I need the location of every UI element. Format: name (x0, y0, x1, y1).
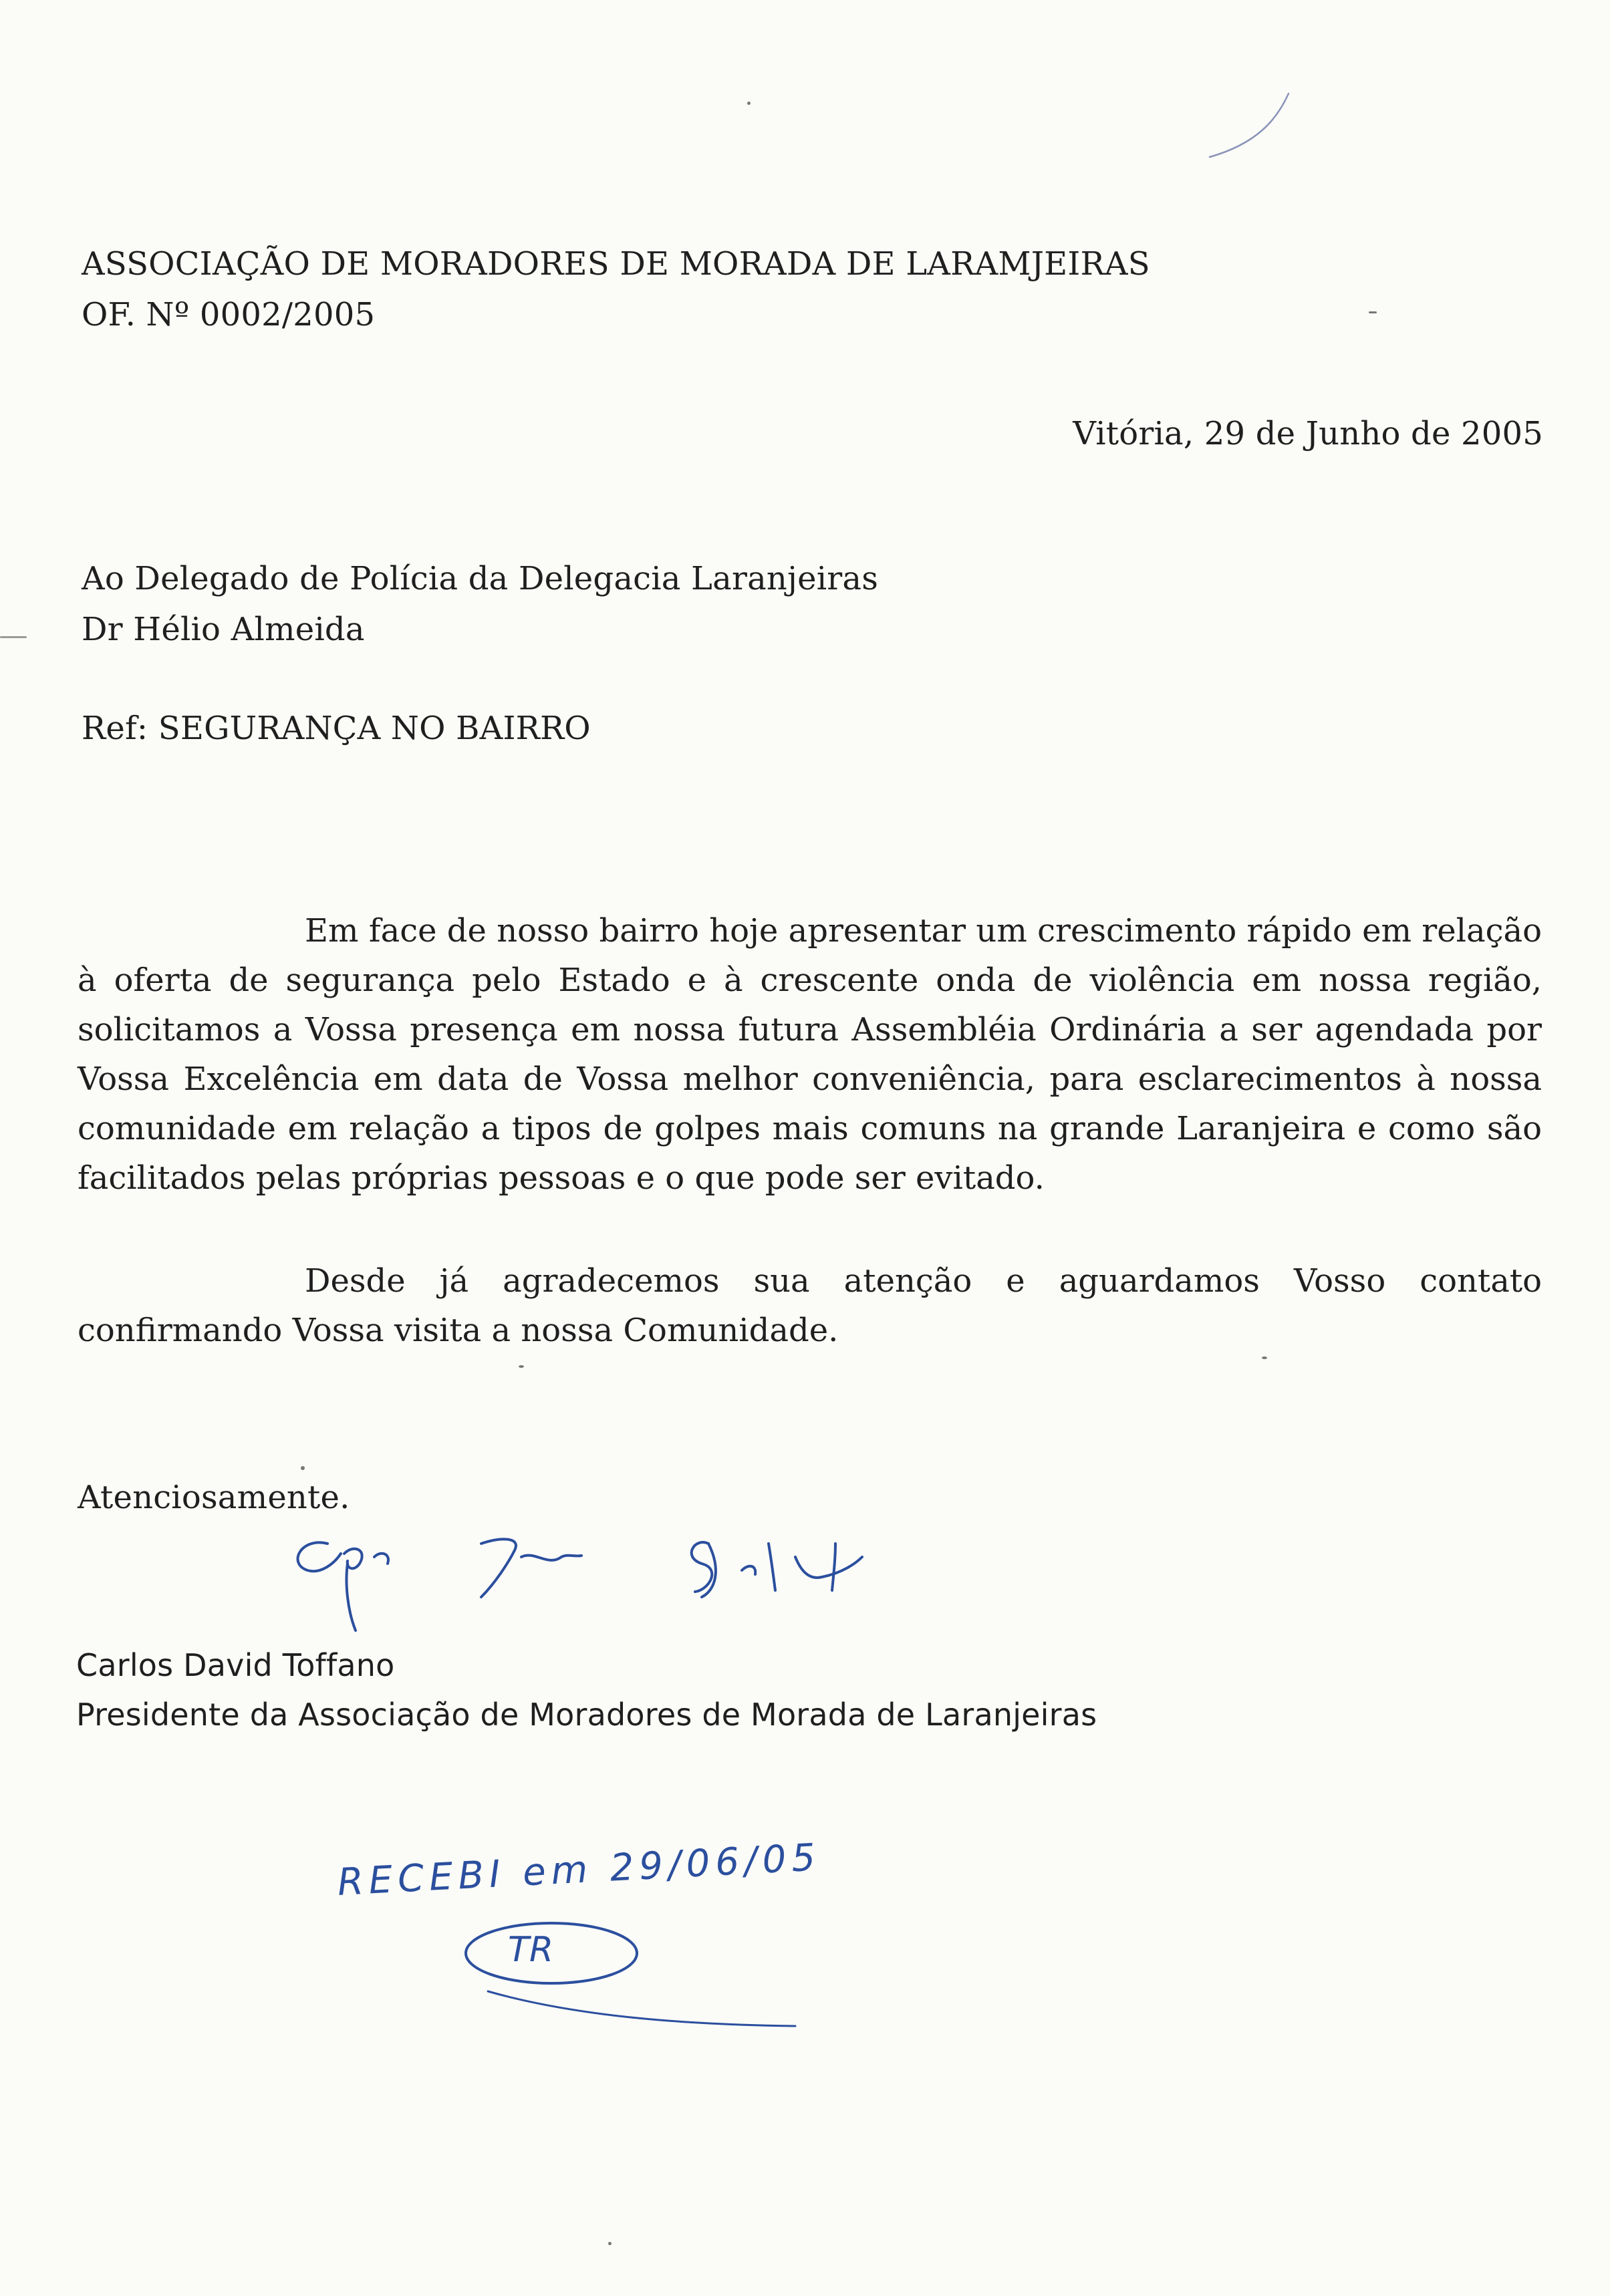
handwritten-signature (281, 1517, 909, 1637)
paragraph-2-line: Desde já agradecemos sua atenção e aguardamos Vosso contato (305, 1262, 1542, 1300)
paragraph-1-line: solicitamos a Vossa presença em nossa futura Assembléia Ordinária a ser agendada por (78, 1011, 1542, 1048)
scan-speck (301, 1466, 305, 1470)
paragraph-1-line: Em face de nosso bairro hoje apresentar um crescimento rápido em relação (305, 912, 1542, 950)
closing-line: Atenciosamente. (78, 1479, 350, 1516)
receipt-initials: TR (508, 1930, 554, 1970)
date-line: Vitória, 29 de Junho de 2005 (1073, 415, 1543, 452)
scan-speck (1369, 311, 1377, 313)
paragraph-1-line: facilitados pelas próprias pessoas e o que pode ser evitado. (78, 1159, 1045, 1197)
receipt-underline (481, 1978, 802, 2031)
paragraph-1-line: à oferta de segurança pelo Estado e à crescente onda de violência em nossa região, (78, 962, 1542, 999)
body-paragraph-2 (78, 1256, 1542, 1355)
signatory-title: Presidente da Associação de Moradores de Morada de Laranjeiras (76, 1697, 1097, 1733)
reference-line: Ref: SEGURANÇA NO BAIRRO (82, 710, 591, 747)
scan-speck (519, 1365, 524, 1368)
recipient-line1: Ao Delegado de Polícia da Delegacia Laranjeiras (82, 560, 879, 597)
scan-speck (608, 2242, 612, 2245)
body-paragraph-1 (78, 906, 1542, 1203)
receipt-note: RECEBI em 29/06/05 (336, 1836, 822, 1904)
organization-header: ASSOCIAÇÃO DE MORADORES DE MORADA DE LARAMJEIRAS (82, 245, 1150, 283)
recipient-line2: Dr Hélio Almeida (82, 611, 365, 648)
margin-mark (0, 636, 27, 638)
scan-speck (1262, 1356, 1267, 1359)
office-number: OF. Nº 0002/2005 (82, 296, 376, 333)
pencil-mark (1203, 90, 1297, 164)
signatory-name: Carlos David Toffano (76, 1647, 395, 1683)
paragraph-1-line: Vossa Excelência em data de Vossa melhor conveniência, para esclarecimentos à nossa (78, 1060, 1542, 1098)
scan-speck (747, 102, 751, 105)
paragraph-1-line: comunidade em relação a tipos de golpes mais comuns na grande Laranjeira e como são (78, 1110, 1542, 1147)
paragraph-2-line: confirmando Vossa visita a nossa Comunidade. (78, 1312, 839, 1349)
